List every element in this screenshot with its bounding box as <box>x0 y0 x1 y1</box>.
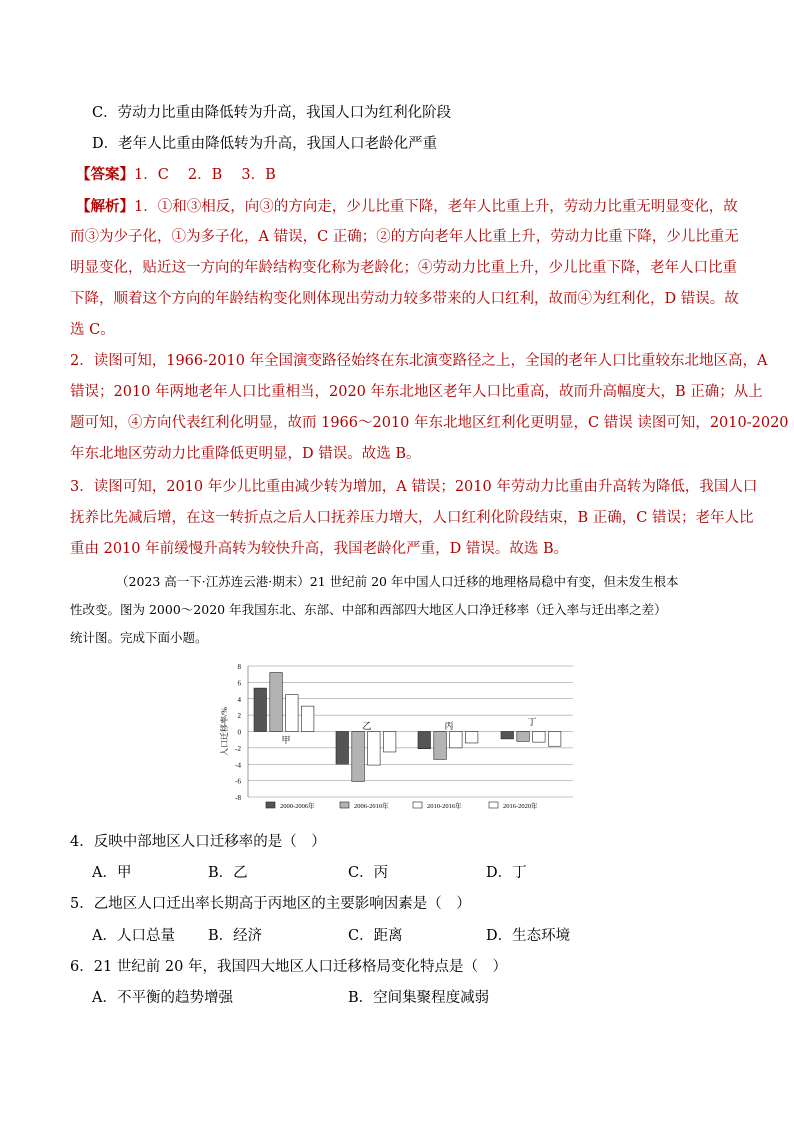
question-4: 4．反映中部地区人口迁移率的是（ ） <box>70 834 326 850</box>
legend-swatch <box>413 802 422 808</box>
analysis-line-5: 选 C。 <box>70 322 115 338</box>
category-label: 丁 <box>527 718 537 728</box>
q4-option-d: D．丁 <box>486 865 527 881</box>
q3-analysis-line-1: 3．读图可知，2010 年少儿比重由减少转为增加，A 错误；2010 年劳动力比重由升高转为降低，我国人口 <box>70 479 758 495</box>
source-intro-line-3: 统计图。完成下面小题。 <box>70 630 208 645</box>
q4-option-a: A．甲 <box>92 865 132 881</box>
answer-line <box>76 163 736 184</box>
answer-text: 1．C 2．B 3．B <box>134 167 276 183</box>
bar <box>270 673 283 732</box>
y-tick-label: -6 <box>235 777 241 786</box>
q5-option-d: D．生态环境 <box>486 928 571 944</box>
bar <box>418 732 431 749</box>
bar <box>517 732 530 742</box>
q2-analysis-line-1: 2．读图可知，1966-2010 年全国演变路径始终在东北演变路径之上，全国的老年人口比重较东北地区高，A <box>70 353 768 369</box>
y-tick-label: 2 <box>237 712 241 721</box>
q5-option-a: A．人口总量 <box>92 928 175 944</box>
y-tick-label: 0 <box>237 728 241 737</box>
bar <box>533 732 546 743</box>
source-intro-line-2: 性改变。图为 2000～2020 年我国东北、东部、中部和西部四大地区人口净迁移率（迁入率与迁出率之差） <box>70 602 667 617</box>
bar <box>434 732 447 760</box>
y-tick-label: -8 <box>235 794 241 802</box>
q3-analysis-line-2: 抚养比先减后增，在这一转折点之后人口抚养压力增大，人口红利化阶段结束，B 正确，C 错误；老年人比 <box>70 510 754 526</box>
analysis-line-2: 而③为少子化，①为多子化，A 错误，C 正确；②的方向老年人比重上升，劳动力比重下降，少儿比重无 <box>70 229 739 245</box>
bar <box>501 732 514 739</box>
bar <box>352 732 365 782</box>
bar <box>286 695 299 732</box>
legend-swatch <box>489 802 498 808</box>
legend-swatch <box>340 802 349 808</box>
category-label: 丙 <box>444 722 454 732</box>
source-intro <box>70 568 730 652</box>
q2-analysis-line-4: 年东北地区劳动力比重降低更明显，D 错误。故选 B。 <box>70 446 421 462</box>
q6-option-b: B．空间集聚程度减弱 <box>348 990 490 1006</box>
bar <box>301 706 314 731</box>
q4-option-b: B．乙 <box>208 865 248 881</box>
category-label: 甲 <box>281 736 291 746</box>
q4-option-c: C．丙 <box>348 865 389 881</box>
q5-option-c: C．距离 <box>348 928 403 944</box>
analysis-line-4: 下降，顺着这个方向的年龄结构变化则体现出劳动力较多带来的人口红利，故而④为红利化，D 错误。故 <box>70 291 739 307</box>
source-intro-line-1: （2023 高一下·江苏连云港·期末）21 世纪前 20 年中国人口迁移的地理格局稳中有变，但未发生根本 <box>116 574 679 589</box>
legend-label: 2010-2016年 <box>427 803 462 810</box>
q2-analysis-line-2: 错误；2010 年两地老年人口比重相当，2020 年东北地区老年人口比重高，故而升高幅度大，B 正确；从上 <box>70 384 763 400</box>
category-label: 乙 <box>362 722 372 732</box>
q3-analysis-line-3: 重由 2010 年前缓慢升高转为较快升高，我国老龄化严重，D 错误。故选 B。 <box>70 541 569 557</box>
bar <box>336 732 349 765</box>
analysis-text: 1．①和③相反，向③的方向走，少儿比重下降，老年人比重上升，劳动力比重无明显变化，故 <box>134 199 738 215</box>
question-6: 6．21 世纪前 20 年，我国四大地区人口迁移格局变化特点是（ ） <box>70 959 507 975</box>
question-5: 5．乙地区人口迁出率长期高于丙地区的主要影响因素是（ ） <box>70 896 471 912</box>
bar <box>450 732 463 748</box>
analysis-label: 【解析】 <box>76 198 134 215</box>
legend-label: 2000-2006年 <box>280 803 315 810</box>
bar <box>548 732 561 747</box>
legend-swatch <box>266 802 275 808</box>
option-c: C．劳动力比重由降低转为升高，我国人口为红利化阶段 <box>92 105 452 121</box>
analysis-line-3: 明显变化，贴近这一方向的年龄结构变化称为老龄化；④劳动力比重上升，少儿比重下降，老年人口比重 <box>70 260 737 276</box>
option-d: D．老年人比重由降低转为升高，我国人口老龄化严重 <box>92 136 438 152</box>
y-tick-label: 6 <box>237 679 241 688</box>
q6-option-a: A．不平衡的趋势增强 <box>92 990 233 1006</box>
bar <box>368 732 381 766</box>
migration-rate-chart <box>218 656 578 814</box>
bar <box>254 688 267 731</box>
bar <box>465 732 478 743</box>
y-axis-label: 人口迁移率/% <box>220 707 229 756</box>
analysis-line-1 <box>76 195 736 216</box>
y-tick-label: 4 <box>237 695 241 704</box>
answer-label: 【答案】 <box>76 166 134 183</box>
legend-label: 2006-2010年 <box>354 803 389 810</box>
y-tick-label: -4 <box>235 761 241 770</box>
legend-label: 2016-2020年 <box>503 803 538 810</box>
bar <box>383 732 396 752</box>
q5-option-b: B．经济 <box>208 928 263 944</box>
y-tick-label: -2 <box>235 744 241 753</box>
y-tick-label: 8 <box>237 663 241 671</box>
q2-analysis-line-3: 题可知，④方向代表红利化明显，故而 1966～2010 年东北地区红利化更明显，C 错误 读图可知，2010-2020 <box>70 415 789 431</box>
